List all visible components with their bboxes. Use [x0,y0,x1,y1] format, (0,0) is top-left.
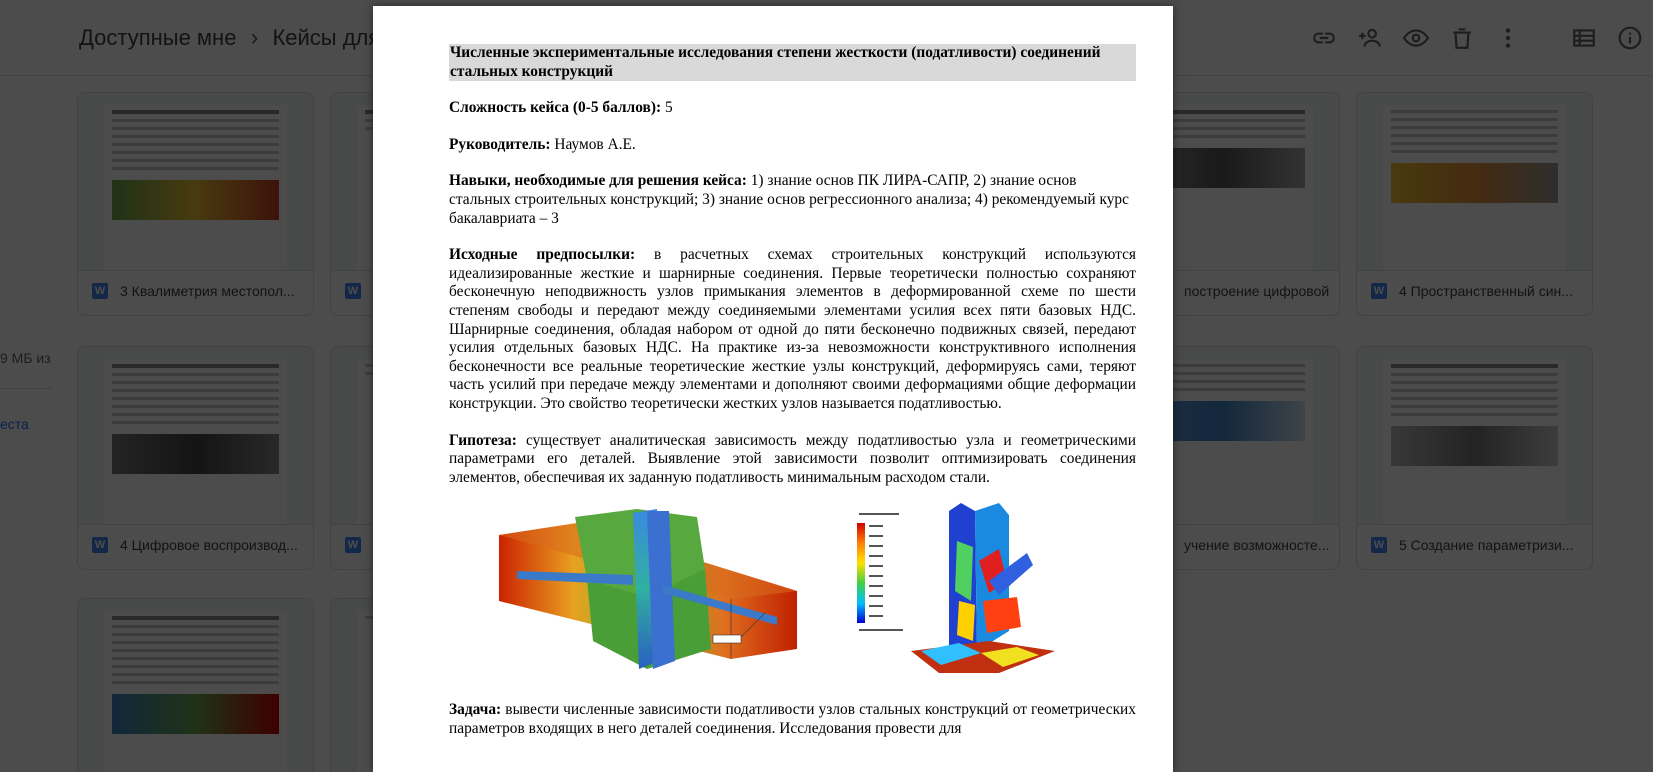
supervisor-paragraph [449,136,1136,155]
premises-paragraph [449,246,1136,413]
task-value: вывести численные зависимости податливости узлов стальных конструкций от геометрических параметров входящих в него деталей соединения. Исследования провести для [449,701,1136,737]
task-label: Задача: [449,701,502,719]
skills-value: 1) знание основ ПК ЛИРА-САПР, 2) знание основ стальных строительных конструкций; 3) знание основ регрессионного анализа; 4) рекомендуемый курс бакалавриата – 3 [449,172,1129,227]
supervisor-label: Руководитель: [449,135,551,153]
beam-joint-fea-image [497,509,815,679]
node-fea-image [849,501,1099,691]
skills-paragraph [449,172,1136,228]
difficulty-value: 5 [664,99,673,117]
hypothesis-value: существует аналитическая зависимость между податливостью узла и геометрическими параметрами его деталей. Выявление этой зависимости позволит оптимизировать соединения элементов, обеспечивая их заданную податливость минимальным расходом стали. [449,431,1136,486]
supervisor-value: Наумов А.Е. [554,135,636,153]
skills-label: Навыки, необходимые для решения кейса: [449,172,747,190]
figures-row [449,501,1136,691]
difficulty-paragraph [449,99,1136,118]
difficulty-label: Сложность кейса (0-5 баллов): [449,99,662,117]
document-preview [373,6,1173,772]
hypothesis-label: Гипотеза: [449,431,517,449]
document-title: Численные экспериментальные исследования степени жесткости (податливости) соединений стальных конструкций [449,44,1136,81]
color-legend-bar [857,523,865,623]
task-paragraph [449,701,1136,738]
premises-value: в расчетных схемах строительных конструкций используются идеализированные жесткие и шарнирные соединения. Первые теоретически полностью сохраняют бесконечную неподвижность узлов примыкания элементов в деформированной схеме по шести степеням свободы и передают между соединяемыми элементами усилия всех пяти базовых НДС. Шарнирные соединения, обладая набором от одной до пяти бесконечно подвижных связей, передают усилия отдельных базовых НДС. На практике из-за невозможности конструктивного исполнения бесконечности все реальные теоретические жесткие узлы конструкций, деформируясь сами, теряют часть усилий при передаче между элементами и дополняют своими деформациями общие деформации конструкции. Это свойство теоретически жестких узлов называется податливостью. [449,246,1136,412]
premises-label: Исходные предпосылки: [449,246,636,264]
hypothesis-paragraph [449,432,1136,488]
